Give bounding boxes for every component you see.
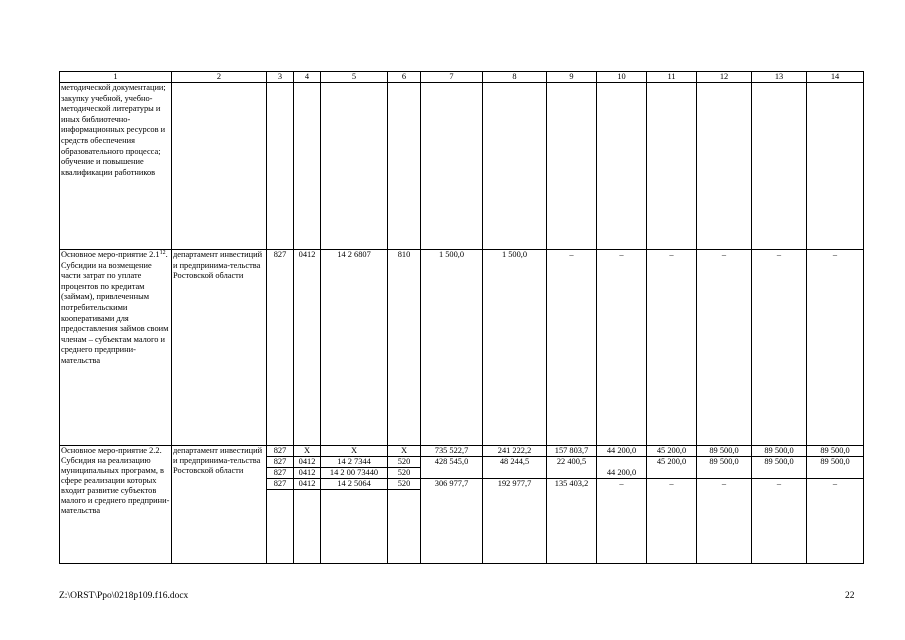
table-cell: 241 222,2 xyxy=(483,446,547,457)
table-cell: – xyxy=(647,250,697,446)
col-header: 2 xyxy=(172,72,267,83)
col-header: 5 xyxy=(321,72,388,83)
table-cell xyxy=(321,490,388,564)
table-cell: 827 xyxy=(267,479,294,490)
table-cell: 45 200,0 xyxy=(647,446,697,457)
table-cell: 135 403,2 xyxy=(547,479,597,564)
table-cell: 14 2 6807 xyxy=(321,250,388,446)
table-cell: 0412 xyxy=(294,468,321,479)
measure-name: Основное меро-приятие 2.2. Субсидия на реализацию муниципальных программ, в сфере реализации которых входит развитие субъектов малого и среднего предприни-мательства xyxy=(60,446,172,564)
col-header: 1 xyxy=(60,72,172,83)
table-cell: 0412 xyxy=(294,479,321,490)
table-cell: 1 500,0 xyxy=(421,250,483,446)
table-cell xyxy=(597,83,647,250)
table-cell xyxy=(172,83,267,250)
table-cell xyxy=(807,83,864,250)
table-cell: Х xyxy=(294,446,321,457)
table-cell xyxy=(267,83,294,250)
table-cell: 428 545,0 xyxy=(421,457,483,479)
table-cell: – xyxy=(697,250,752,446)
table-cell: 14 2 5064 xyxy=(321,479,388,490)
table-cell: 89 500,0 xyxy=(807,457,864,479)
file-path: Z:\ORST\Ppo\0218p109.f16.docx xyxy=(59,591,189,601)
measure-name: Основное меро-приятие $2.1^{12}$. Субсидии на возмещение части затрат по уплате процентов по кредитам (займам), привлеченным потребительскими кооперативами для предоставления займов своим членам – субъектам малого и среднего предприни-мательства xyxy=(60,250,172,446)
table-cell: 827 xyxy=(267,446,294,457)
table-cell xyxy=(421,83,483,250)
table-cell: 14 2 7344 xyxy=(321,457,388,468)
col-header: 6 xyxy=(388,72,421,83)
table-cell xyxy=(321,83,388,250)
col-header: 8 xyxy=(483,72,547,83)
table-cell: – xyxy=(697,479,752,564)
measure-name: методической документации; закупку учебной, учебно-методической литературы и иных библиотечно-информационных ресурсов и средств обеспечения образовательного процесса; обучение и повышение квалификации работников xyxy=(60,83,172,250)
table-cell: 735 522,7 xyxy=(421,446,483,457)
table-cell: – xyxy=(647,479,697,564)
col-header: 3 xyxy=(267,72,294,83)
table-cell xyxy=(547,83,597,250)
table-cell: 827 xyxy=(267,457,294,468)
table-cell: 89 500,0 xyxy=(807,446,864,457)
header-row xyxy=(60,72,864,83)
table-cell: 0412 xyxy=(294,457,321,468)
table-row-measure-2-2 xyxy=(60,446,864,457)
executor-name: департамент инвестиций и предпринима-тельства Ростовской области xyxy=(172,446,267,564)
table-cell: 520 xyxy=(388,479,421,490)
executor-name: департамент инвестиций и предпринима-тельства Ростовской области xyxy=(172,250,267,446)
table-cell: – xyxy=(597,479,647,564)
table-cell xyxy=(647,83,697,250)
col-header: 14 xyxy=(807,72,864,83)
col-header: 12 xyxy=(697,72,752,83)
table-cell: – xyxy=(807,479,864,564)
table-cell: 810 xyxy=(388,250,421,446)
table-cell xyxy=(267,490,294,564)
table-cell: Х xyxy=(321,446,388,457)
table-cell: 44 200,0 xyxy=(597,446,647,457)
table-cell: Х xyxy=(388,446,421,457)
table-cell: 827 xyxy=(267,250,294,446)
table-cell xyxy=(388,83,421,250)
col-header: 4 xyxy=(294,72,321,83)
table-row-continuation xyxy=(60,83,864,250)
table-cell: – xyxy=(752,250,807,446)
table-cell: 89 500,0 xyxy=(697,446,752,457)
table-cell xyxy=(483,83,547,250)
table-cell: 1 500,0 xyxy=(483,250,547,446)
table-cell: 520 xyxy=(388,457,421,468)
col-header: 9 xyxy=(547,72,597,83)
table-cell: 44 200,0 xyxy=(597,457,647,479)
table-cell: 14 2 00 73440 xyxy=(321,468,388,479)
table-cell: 192 977,7 xyxy=(483,479,547,564)
table-cell xyxy=(697,83,752,250)
table-cell: 157 803,7 xyxy=(547,446,597,457)
table-cell: 0412 xyxy=(294,250,321,446)
budget-table xyxy=(59,71,864,564)
table-cell: – xyxy=(752,479,807,564)
col-header: 13 xyxy=(752,72,807,83)
table-cell: – xyxy=(807,250,864,446)
table-cell: 48 244,5 xyxy=(483,457,547,479)
table-row-measure-2-1 xyxy=(60,250,864,446)
table-cell: 45 200,0 xyxy=(647,457,697,479)
table-cell: 520 xyxy=(388,468,421,479)
table-cell: 89 500,0 xyxy=(697,457,752,479)
table-cell xyxy=(294,83,321,250)
table-cell: 22 400,5 xyxy=(547,457,597,479)
col-header: 10 xyxy=(597,72,647,83)
table-cell: 827 xyxy=(267,468,294,479)
table-cell: – xyxy=(547,250,597,446)
table-cell xyxy=(294,490,321,564)
table-cell: 89 500,0 xyxy=(752,446,807,457)
table-cell xyxy=(752,83,807,250)
page-number: 22 xyxy=(845,591,855,601)
table-cell: 89 500,0 xyxy=(752,457,807,479)
col-header: 11 xyxy=(647,72,697,83)
table-cell: – xyxy=(597,250,647,446)
table-cell xyxy=(388,490,421,564)
table-cell: 306 977,7 xyxy=(421,479,483,564)
col-header: 7 xyxy=(421,72,483,83)
